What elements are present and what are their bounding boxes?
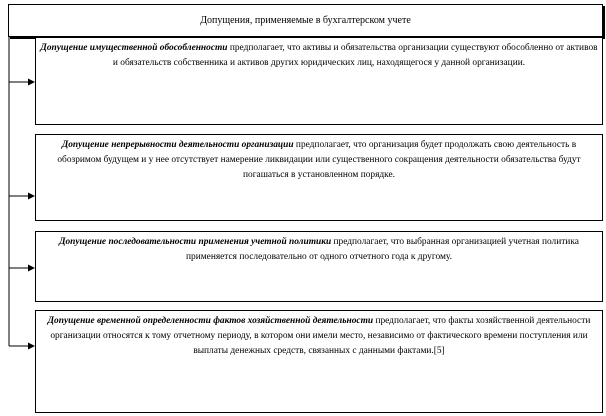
assumption-text: предполагает, что выбранная организацией учетная политика применяется последовательно от одного отчетного года к другому. — [186, 237, 579, 263]
diagram-title-box — [8, 4, 603, 37]
diagram-title: Допущения, применяемые в бухгалтерском учете — [200, 15, 411, 26]
assumption-box-going-concern — [35, 134, 603, 221]
assumption-lead: Допущение последовательности применения учетной политики — [59, 237, 332, 247]
assumption-box-consistency — [35, 231, 603, 302]
assumption-lead: Допущение временной определенности фактов хозяйственной деятельности — [47, 316, 374, 326]
assumption-box-temporal-certainty — [35, 310, 603, 413]
assumption-text: предполагает, что активы и обязательства организации существуют обособленно от активов и обязательств собственника и активов других юридических лиц, находящегося у данной организации. — [112, 43, 598, 69]
assumption-text: предполагает, что факты хозяйственной деятельности организации относятся к тому отчетному периоду, в котором они имели место, независимо от фактического времени поступления или выплаты денежных средств, связанных с данными фактами.[5] — [50, 316, 591, 357]
assumption-text: предполагает, что организация будет продолжать свою деятельность в обозримом будущем и у нее отсутствует намерение ликвидации или существенного сокращения деятельности обязательства будут погашаться в установленном порядке. — [57, 140, 581, 181]
assumption-lead: Допущение имущественной обособленности — [40, 43, 228, 53]
assumption-lead: Допущение непрерывности деятельности организации — [61, 140, 294, 150]
assumption-box-separate-property — [35, 37, 603, 125]
